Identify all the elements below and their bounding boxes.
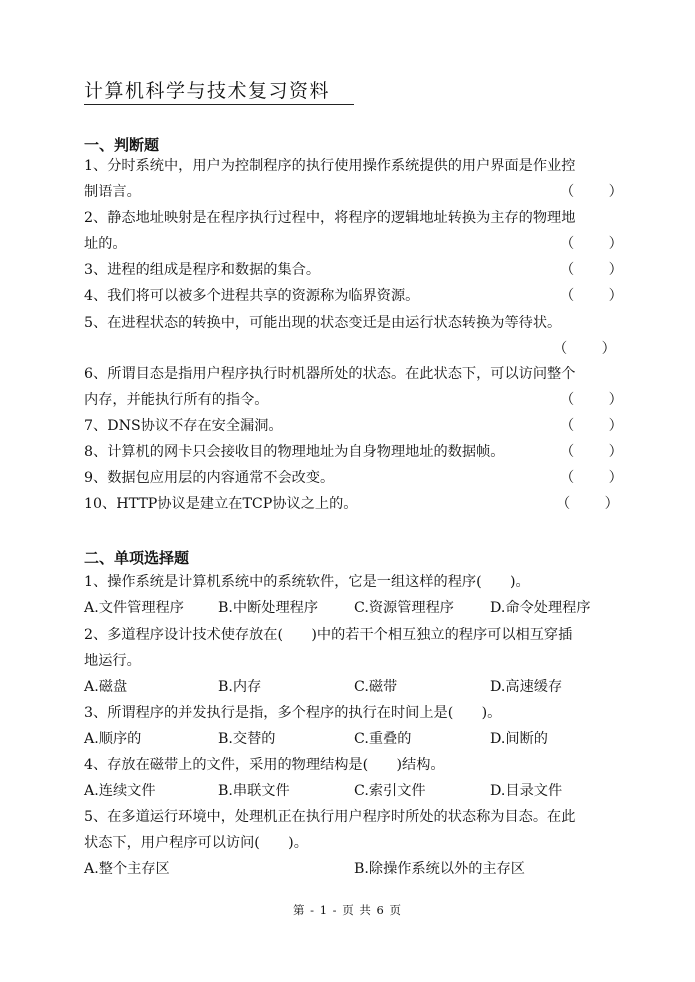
tf-answer-blank-3[interactable]: （ ） — [560, 262, 625, 278]
tf-question-10: 10、HTTP协议是建立在TCP协议之上的。 — [84, 496, 358, 512]
mc-q1-option-c[interactable]: C.资源管理程序 — [354, 600, 454, 616]
mc-q4-option-a[interactable]: A.连续文件 — [84, 783, 156, 799]
mc-question-2-line1: 2、多道程序设计技术使存放在( )中的若干个相互独立的程序可以相互穿插 — [84, 627, 573, 643]
mc-q5-option-b[interactable]: B.除操作系统以外的主存区 — [354, 861, 525, 877]
tf-question-2-line2: 址的。 — [84, 236, 127, 252]
tf-answer-blank-8[interactable]: （ ） — [560, 444, 625, 460]
tf-answer-blank-4[interactable]: （ ） — [560, 288, 625, 304]
tf-question-3: 3、进程的组成是程序和数据的集合。 — [84, 262, 321, 278]
mc-q2-option-d[interactable]: D.高速缓存 — [490, 679, 563, 695]
tf-question-4: 4、我们将可以被多个进程共享的资源称为临界资源。 — [84, 288, 420, 304]
tf-question-8: 8、计算机的网卡只会接收目的物理地址为自身物理地址的数据帧。 — [84, 444, 505, 460]
mc-q4-option-d[interactable]: D.目录文件 — [490, 783, 563, 799]
mc-q3-option-a[interactable]: A.顺序的 — [84, 731, 142, 747]
document-title: 计算机科学与技术复习资料 — [84, 78, 354, 105]
mc-q4-option-b[interactable]: B.串联文件 — [218, 783, 290, 799]
mc-q2-option-b[interactable]: B.内存 — [218, 679, 262, 695]
mc-q3-option-c[interactable]: C.重叠的 — [354, 731, 412, 747]
tf-answer-blank-1[interactable]: （ ） — [560, 184, 625, 200]
tf-answer-blank-6[interactable]: （ ） — [560, 392, 625, 408]
mc-question-2-line2: 地运行。 — [84, 653, 141, 669]
section-heading-multiple-choice: 二、单项选择题 — [84, 549, 190, 567]
mc-question-4: 4、存放在磁带上的文件，采用的物理结构是( )结构。 — [84, 757, 445, 773]
tf-question-5: 5、在进程状态的转换中，可能出现的状态变迁是由运行状态转换为等待状。 — [84, 315, 562, 331]
tf-answer-blank-2[interactable]: （ ） — [560, 236, 625, 252]
tf-answer-blank-7[interactable]: （ ） — [560, 418, 625, 434]
mc-q2-option-a[interactable]: A.磁盘 — [84, 679, 128, 695]
tf-answer-blank-5[interactable]: （ ） — [553, 341, 618, 357]
tf-question-1-line2: 制语言。 — [84, 184, 141, 200]
mc-q3-option-d[interactable]: D.间断的 — [490, 731, 548, 747]
tf-answer-blank-9[interactable]: （ ） — [560, 470, 625, 486]
mc-q1-option-b[interactable]: B.中断处理程序 — [218, 600, 319, 616]
section-heading-true-false: 一、判断题 — [84, 136, 160, 154]
tf-question-6-line2: 内存，并能执行所有的指令。 — [84, 392, 269, 408]
mc-question-5-line2: 状态下，用户程序可以访问( )。 — [84, 835, 308, 851]
mc-q1-option-d[interactable]: D.命令处理程序 — [490, 600, 591, 616]
tf-question-9: 9、数据包应用层的内容通常不会改变。 — [84, 470, 335, 486]
page-footer: 第 - 1 - 页 共 6 页 — [293, 903, 402, 917]
mc-q1-option-a[interactable]: A.文件管理程序 — [84, 600, 184, 616]
mc-q4-option-c[interactable]: C.索引文件 — [354, 783, 426, 799]
tf-answer-blank-10[interactable]: （ ） — [556, 496, 621, 512]
tf-question-1-line1: 1、分时系统中，用户为控制程序的执行使用操作系统提供的用户界面是作业控 — [84, 158, 576, 174]
mc-question-1: 1、操作系统是计算机系统中的系统软件，它是一组这样的程序( )。 — [84, 574, 530, 590]
tf-question-6-line1: 6、所谓目态是指用户程序执行时机器所处的状态。在此状态下，可以访问整个 — [84, 366, 576, 382]
mc-q2-option-c[interactable]: C.磁带 — [354, 679, 398, 695]
tf-question-2-line1: 2、静态地址映射是在程序执行过程中，将程序的逻辑地址转换为主存的物理地 — [84, 210, 576, 226]
mc-question-3: 3、所谓程序的并发执行是指，多个程序的执行在时间上是( )。 — [84, 705, 502, 721]
mc-q5-option-a[interactable]: A.整个主存区 — [84, 861, 170, 877]
mc-question-5-line1: 5、在多道运行环境中，处理机正在执行用户程序时所处的状态称为目态。在此 — [84, 809, 576, 825]
tf-question-7: 7、DNS协议不存在安全漏洞。 — [84, 418, 283, 434]
mc-q3-option-b[interactable]: B.交替的 — [218, 731, 276, 747]
